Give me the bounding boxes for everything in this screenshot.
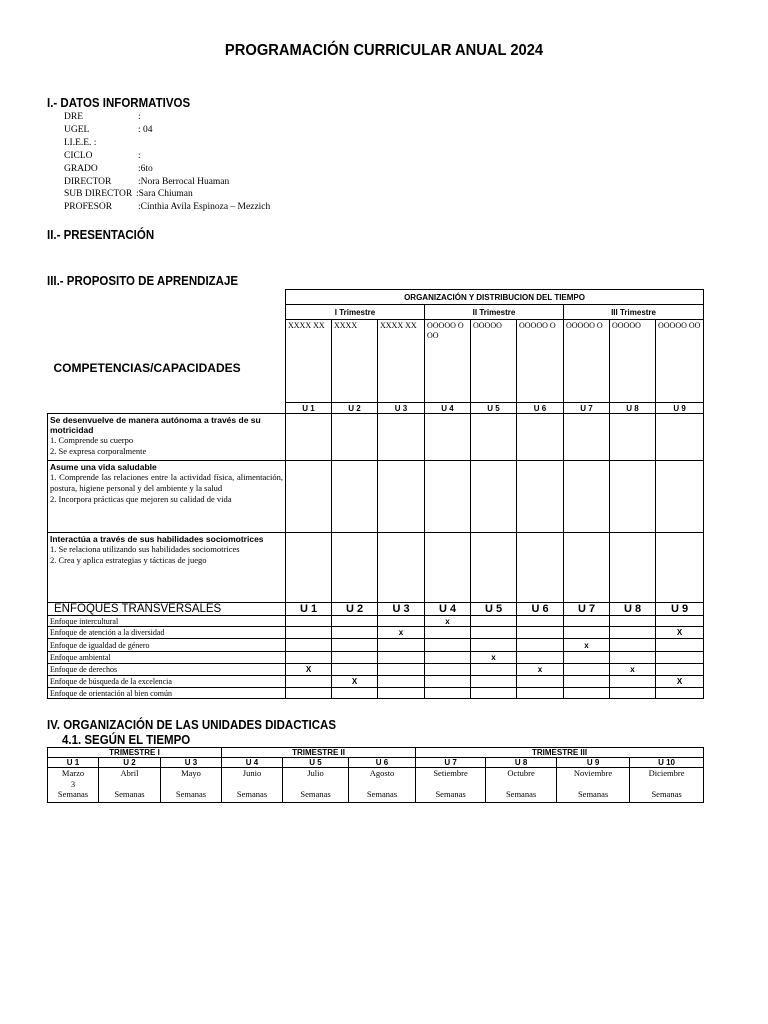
unit-label: U 1 [48,758,99,768]
enfoque-mark [517,627,564,639]
enfoque-mark [471,616,517,627]
info-row-dre: DRE : [64,112,141,122]
enfoque-mark [656,652,704,664]
competencias-header: COMPETENCIAS/CAPACIDADES [53,361,241,376]
weeks-label: Semanas [300,789,331,799]
month-name: Diciembre [648,768,685,778]
enfoque-row [48,639,704,652]
enfoque-mark [286,676,332,688]
capacidad: 2. Crea y aplica estrategias y tácticas de juego [50,555,207,565]
unit-label: U 8 [610,603,656,616]
enfoque-mark: x [471,652,517,664]
unit-label: U 7 [564,403,610,414]
unit-label: U 7 [416,758,486,768]
trimestre-header: III Trimestre [564,305,704,320]
unit-code: XXXX XX [286,320,332,403]
competencia-row [48,461,704,533]
enfoque-mark [610,688,656,699]
unit-label: U 4 [425,403,471,414]
month-name: Agosto [369,768,395,778]
unit-label: U 5 [471,403,517,414]
unit-label: U 2 [332,603,378,616]
trimestre-header: TRIMESTRE I [48,748,222,758]
section-datos-informativos: I.- DATOS INFORMATIVOS [47,96,191,110]
enfoque-row [48,616,704,627]
enfoque-mark [564,652,610,664]
enfoque-mark: x [517,664,564,676]
unit-label: U 8 [610,403,656,414]
capacidad: 1. Se relaciona utilizando sus habilidades sociomotrices [50,544,240,554]
month-cell [222,768,283,803]
enfoque-mark [332,652,378,664]
competencia-title: Interactúa a través de sus habilidades sociomotrices [50,534,264,544]
section-proposito: III.- PROPOSITO DE APRENDIZAJE [47,274,239,288]
competencia-title: Asume una vida saludable [50,462,157,472]
unit-label: U 5 [471,603,517,616]
enfoque-mark [517,676,564,688]
info-list [64,111,270,214]
unit-label: U 3 [378,403,425,414]
unit-label: U 2 [99,758,161,768]
unit-code: OOOOO OO [656,320,704,403]
weeks-label: Semanas [366,789,398,799]
enfoque-mark [286,652,332,664]
month-name: Octubre [507,768,535,778]
enfoque-row [48,627,704,639]
unit-label: U 9 [656,403,704,414]
enfoque-name: Enfoque de orientación al bien común [48,688,286,699]
enfoque-mark [656,664,704,676]
enfoque-mark [564,627,610,639]
enfoque-mark [425,627,471,639]
enfoque-mark [378,616,425,627]
enfoque-row [48,676,704,688]
unit-label: U 4 [222,758,283,768]
trimestre-header: TRIMESTRE II [222,748,416,758]
capacidad: 2. Se expresa corporalmente [50,446,147,456]
enfoque-mark [378,652,425,664]
enfoque-mark [564,664,610,676]
unit-code: OOOOO [471,320,517,403]
enfoque-mark: X [286,664,332,676]
month-cell [557,768,630,803]
unit-label: U 9 [656,603,704,616]
enfoque-mark [332,664,378,676]
enfoque-mark [471,639,517,652]
enfoque-mark [332,616,378,627]
unit-label: U 4 [425,603,471,616]
enfoque-mark [564,688,610,699]
unit-label: U 1 [286,403,332,414]
month-name: Marzo [61,768,85,778]
section-segun-tiempo: 4.1. SEGÚN EL TIEMPO [62,733,191,747]
competencia-cell [48,414,286,461]
enfoque-mark [610,639,656,652]
competencias-header-cell [48,290,286,414]
enfoque-mark [286,616,332,627]
enfoque-name: Enfoque ambiental [48,652,286,664]
weeks-label: Semanas [57,789,89,799]
trimestre-header: I Trimestre [286,305,425,320]
enfoques-header: ENFOQUES TRANSVERSALES [48,603,286,616]
month-cell [161,768,222,803]
enfoque-mark [286,639,332,652]
info-row-director: DIRECTOR :Nora Berrocal Huaman [64,176,230,187]
unit-label: U 6 [349,758,416,768]
unit-label: U 3 [378,603,425,616]
enfoque-name: Enfoque de igualdad de género [48,639,286,652]
enfoque-mark [378,676,425,688]
competencia-cell [48,461,286,533]
month-cell [283,768,349,803]
month-cell [486,768,557,803]
enfoques-header-row [48,603,704,616]
weeks-label: Semanas [435,789,466,799]
enfoque-mark [517,616,564,627]
competencia-title: Se desenvuelve de manera autónoma a través de su motricidad [50,415,261,435]
enfoque-mark [517,688,564,699]
unit-code: OOOOO OOO [425,320,471,403]
enfoque-mark: x [564,639,610,652]
weeks-label: Semanas [114,789,145,799]
enfoque-mark [425,639,471,652]
unit-label: U 10 [630,758,704,768]
unit-code: XXXX XX [378,320,425,403]
section-presentacion: II.- PRESENTACIÓN [47,228,155,242]
enfoque-mark [656,616,704,627]
enfoque-mark: X [656,676,704,688]
enfoque-mark [610,616,656,627]
info-row-profesor: PROFESOR :Cinthia Avila Espinoza – Mezzich [64,202,271,213]
info-row-subdirector: SUB DIRECTOR :Sara Chiuman [64,189,193,200]
month-name: Junio [242,768,262,778]
enfoque-mark: X [656,627,704,639]
enfoque-row [48,688,704,699]
competencia-row [48,414,704,461]
month-name: Noviembre [573,768,613,778]
unit-label: U 7 [564,603,610,616]
enfoque-mark [610,627,656,639]
enfoque-mark [332,688,378,699]
unit-code: OOOOO [610,320,656,403]
enfoque-mark [471,627,517,639]
enfoque-mark [564,616,610,627]
month-cell [48,768,99,803]
enfoque-mark [425,664,471,676]
weeks-label: Semanas [651,789,682,799]
competencia-cell [48,533,286,603]
enfoque-row [48,652,704,664]
month-cell [630,768,704,803]
enfoque-mark: X [332,676,378,688]
weeks-label: Semanas [236,789,268,799]
enfoque-mark: x [610,664,656,676]
trimestre-header: TRIMESTRE III [416,748,704,758]
unit-label: U 8 [486,758,557,768]
enfoque-mark [610,652,656,664]
unit-label: U 3 [161,758,222,768]
capacidad: 1. Comprende las relaciones entre la actividad física, alimentación, postura, higiene personal y del ambiente y la salud [50,472,283,493]
weeks-label: Semanas [175,789,207,799]
enfoque-mark: x [425,616,471,627]
unit-label: U 2 [332,403,378,414]
enfoque-mark [286,627,332,639]
info-row-grado: GRADO :6to [64,163,153,174]
unit-label: U 6 [517,403,564,414]
month-name: Abril [120,768,139,778]
unit-label: U 1 [286,603,332,616]
enfoque-mark [564,676,610,688]
month-cell [349,768,416,803]
enfoque-mark [471,676,517,688]
info-row-ugel: UGEL : 04 [64,124,153,135]
unidades-table [47,747,704,803]
enfoque-mark [425,688,471,699]
enfoque-mark [425,652,471,664]
info-row-ciclo: CICLO : [64,150,141,161]
month-name: Julio [307,768,324,778]
enfoque-mark: x [378,627,425,639]
unit-label: U 6 [517,603,564,616]
enfoque-mark [425,676,471,688]
enfoque-mark [517,639,564,652]
month-cell [416,768,486,803]
enfoque-mark [656,639,704,652]
enfoque-mark [332,627,378,639]
enfoque-name: Enfoque intercultural [48,616,286,627]
unit-code: OOOOO O [564,320,610,403]
enfoque-mark [378,639,425,652]
weeks-label: Semanas [577,789,609,799]
unit-code: OOOOO O [517,320,564,403]
weeks-label: Semanas [505,789,537,799]
enfoque-mark [656,688,704,699]
capacidad: 1. Comprende su cuerpo [50,435,134,445]
enfoque-mark [378,664,425,676]
enfoque-mark [471,664,517,676]
enfoque-mark [378,688,425,699]
month-name: Setiembre [433,768,468,778]
week-count: 3 [70,778,76,789]
enfoque-mark [286,688,332,699]
enfoque-mark [332,639,378,652]
org-header: ORGANIZACIÓN Y DISTRIBUCION DEL TIEMPO [286,290,704,305]
info-row-iiee: I.I.E.E. : [64,137,97,148]
enfoque-mark [610,676,656,688]
enfoque-mark [471,688,517,699]
month-name: Mayo [181,768,201,778]
enfoque-name: Enfoque de búsqueda de la excelencia [48,676,286,688]
enfoque-name: Enfoque de derechos [48,664,286,676]
competencia-row [48,533,704,603]
month-cell [99,768,161,803]
unit-code: XXXX [332,320,378,403]
unit-label: U 9 [557,758,630,768]
enfoque-name: Enfoque de atención a la diversidad [48,627,286,639]
enfoque-mark [517,652,564,664]
capacidad: 2. Incorpora prácticas que mejoren su calidad de vida [50,494,232,504]
section-unidades: IV. ORGANIZACIÓN DE LAS UNIDADES DIDACTICAS [47,718,337,732]
trimestre-header: II Trimestre [425,305,564,320]
unit-label: U 5 [283,758,349,768]
enfoque-row [48,664,704,676]
page-title: PROGRAMACIÓN CURRICULAR ANUAL 2024 [224,42,544,59]
proposito-table [47,289,704,699]
